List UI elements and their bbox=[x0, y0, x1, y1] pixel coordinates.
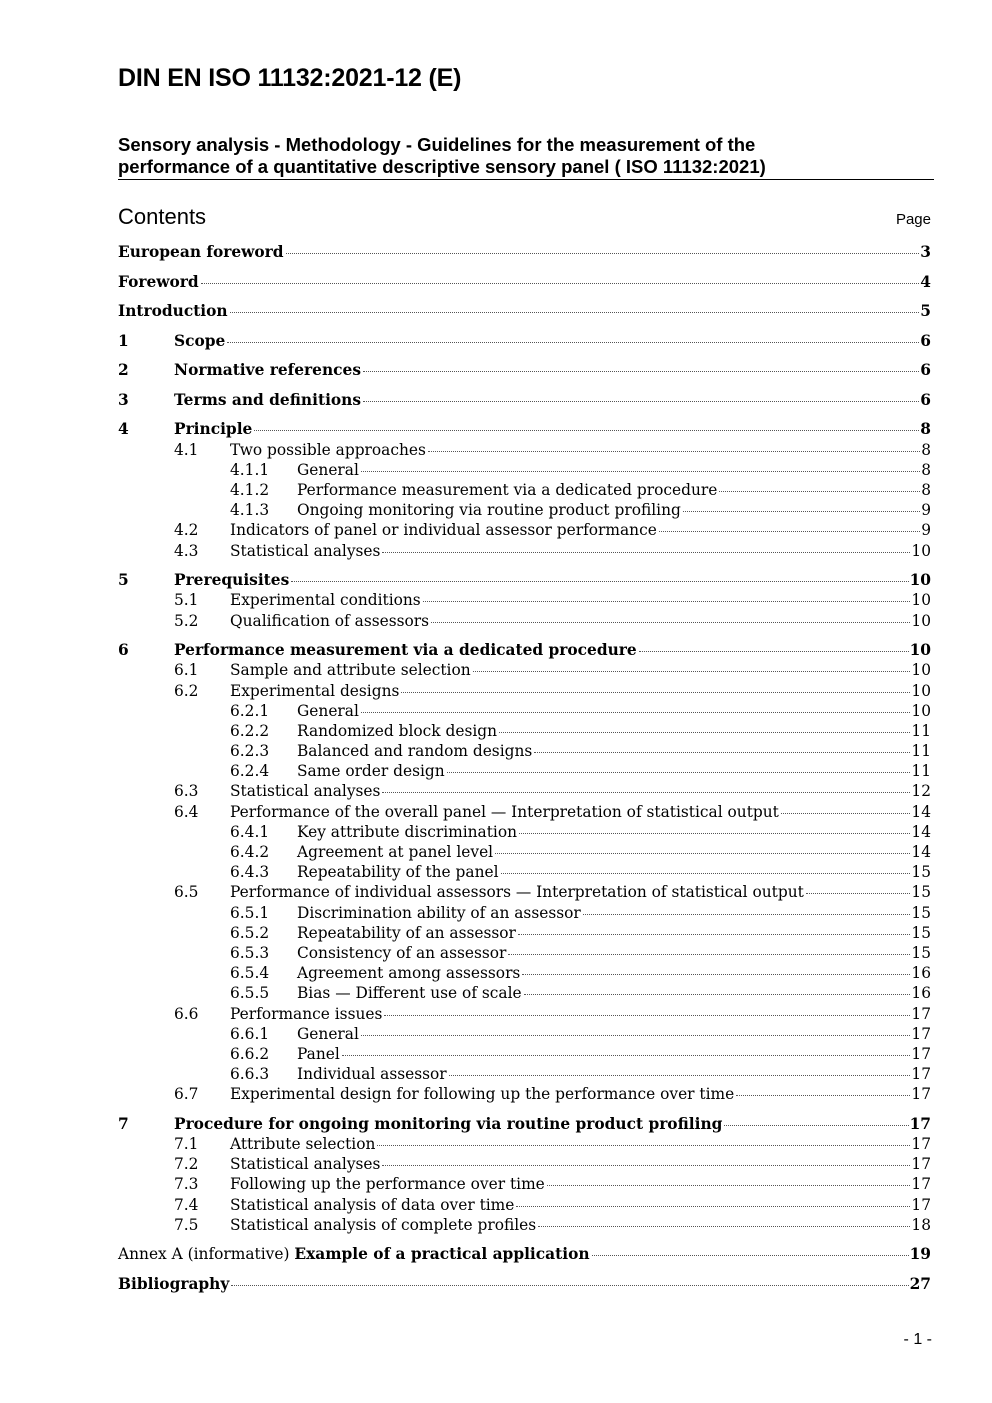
toc-entry-leader-line bbox=[230, 681, 931, 701]
toc-entry-leader-line bbox=[230, 1174, 931, 1194]
toc-entry-title: Introduction bbox=[118, 302, 228, 321]
toc-entry-leader-line bbox=[230, 1084, 931, 1104]
toc-entry-title: Performance measurement via a dedicated procedure bbox=[297, 481, 718, 500]
toc-entry-page-number: 15 bbox=[911, 923, 931, 942]
toc-dot-leader bbox=[583, 913, 911, 915]
toc-entry-leader-line bbox=[230, 882, 931, 902]
toc-entry[interactable] bbox=[118, 541, 931, 561]
toc-entry[interactable] bbox=[118, 1274, 931, 1294]
toc-dot-leader bbox=[428, 450, 920, 452]
toc-dot-leader bbox=[231, 1284, 908, 1286]
toc-dot-leader bbox=[724, 1124, 908, 1126]
toc-entry-title: Indicators of panel or individual assessor performance bbox=[230, 521, 657, 540]
toc-dot-leader bbox=[639, 650, 909, 652]
toc-dot-leader bbox=[719, 490, 920, 492]
toc-entry-number: 4.2 bbox=[174, 521, 199, 540]
toc-entry-number: 4.1.1 bbox=[230, 460, 270, 479]
toc-entry-title: Experimental design for following up the performance over time bbox=[230, 1085, 735, 1104]
toc-dot-leader bbox=[495, 852, 910, 854]
toc-entry-title: Performance issues bbox=[230, 1004, 383, 1023]
toc-entry-page-number: 17 bbox=[911, 1044, 931, 1063]
toc-entry-title: Principle bbox=[174, 420, 253, 439]
toc-entry-title: Normative references bbox=[174, 361, 361, 380]
toc-entry-leader-line bbox=[118, 272, 931, 292]
toc-entry[interactable] bbox=[118, 721, 931, 741]
toc-entry-page-number: 11 bbox=[911, 762, 931, 781]
toc-dot-leader bbox=[227, 341, 919, 343]
toc-entry-number: 6.4.1 bbox=[230, 822, 270, 841]
toc-entry-title: Qualification of assessors bbox=[230, 611, 430, 630]
toc-entry-leader-line bbox=[297, 822, 931, 842]
toc-entry-title: Panel bbox=[297, 1044, 340, 1063]
toc-entry[interactable] bbox=[118, 1044, 931, 1064]
toc-entry-number: 5.1 bbox=[174, 591, 199, 610]
toc-entry-page-number: 17 bbox=[911, 1024, 931, 1043]
toc-entry[interactable] bbox=[118, 272, 931, 292]
toc-dot-leader bbox=[806, 892, 911, 894]
toc-dot-leader bbox=[473, 670, 911, 672]
toc-entry-leader-line bbox=[230, 781, 931, 801]
toc-entry[interactable] bbox=[118, 301, 931, 321]
toc-entry-number: 6.1 bbox=[174, 661, 199, 680]
toc-entry-title: Foreword bbox=[118, 272, 199, 291]
toc-entry-page-number: 11 bbox=[911, 721, 931, 740]
toc-dot-leader bbox=[342, 1054, 911, 1056]
toc-entry[interactable] bbox=[118, 1154, 931, 1174]
toc-entry-leader-line bbox=[297, 480, 931, 500]
toc-entry-number: 6.5.3 bbox=[230, 943, 270, 962]
toc-entry-title: Sample and attribute selection bbox=[230, 661, 471, 680]
toc-entry[interactable] bbox=[118, 570, 931, 590]
toc-entry-title: General bbox=[297, 701, 359, 720]
toc-entry[interactable] bbox=[118, 761, 931, 781]
toc-entry-leader-line bbox=[297, 862, 931, 882]
toc-dot-leader bbox=[382, 791, 910, 793]
toc-entry-title: Individual assessor bbox=[297, 1065, 447, 1084]
toc-entry-title: Performance of individual assessors — Interpretation of statistical output bbox=[230, 883, 804, 902]
toc-entry-page-number: 8 bbox=[921, 440, 931, 459]
toc-dot-leader bbox=[592, 1254, 909, 1256]
toc-dot-leader bbox=[401, 691, 910, 693]
toc-entry-title: Consistency of an assessor bbox=[297, 943, 507, 962]
toc-entry-page-number: 3 bbox=[920, 243, 931, 261]
toc-dot-leader bbox=[361, 470, 920, 472]
toc-entry-page-number: 12 bbox=[911, 782, 931, 801]
toc-entry-leader-line bbox=[297, 963, 931, 983]
toc-dot-leader bbox=[361, 711, 911, 713]
toc-entry-leader-line bbox=[230, 802, 931, 822]
toc-entry[interactable] bbox=[118, 1174, 931, 1194]
toc-entry-page-number: 10 bbox=[911, 591, 931, 610]
toc-dot-leader bbox=[659, 530, 920, 532]
toc-entry-title: Bias — Different use of scale bbox=[297, 984, 522, 1003]
toc-entry[interactable] bbox=[118, 590, 931, 610]
toc-entry-leader-line bbox=[297, 500, 931, 520]
toc-entry[interactable] bbox=[118, 741, 931, 761]
contents-heading: Contents bbox=[118, 204, 207, 229]
toc-entry-page-number: 10 bbox=[911, 681, 931, 700]
toc-dot-leader bbox=[382, 1164, 910, 1166]
toc-entry-number: 6.2.1 bbox=[230, 701, 270, 720]
toc-dot-leader bbox=[286, 252, 920, 254]
toc-entry-title: Ongoing monitoring via routine product profiling bbox=[297, 501, 681, 520]
toc-entry-leader-line bbox=[174, 419, 931, 439]
toc-entry-leader-line bbox=[297, 701, 931, 721]
toc-entry-page-number: 15 bbox=[911, 863, 931, 882]
toc-entry-number: 4.1.2 bbox=[230, 481, 270, 500]
toc-dot-leader bbox=[524, 993, 911, 995]
toc-dot-leader bbox=[382, 551, 910, 553]
toc-entry-number: 6.6.1 bbox=[230, 1024, 270, 1043]
toc-entry-number: 6.2 bbox=[174, 681, 199, 700]
toc-entry-number: 6.2.4 bbox=[230, 762, 270, 781]
toc-dot-leader bbox=[518, 933, 910, 935]
toc-entry-title: Statistical analyses bbox=[230, 782, 381, 801]
toc-entry[interactable] bbox=[118, 802, 931, 822]
toc-entry-number: 6.4.3 bbox=[230, 863, 270, 882]
toc-entry-leader-line bbox=[297, 1024, 931, 1044]
toc-entry-page-number: 17 bbox=[911, 1085, 931, 1104]
toc-entry-title: Statistical analyses bbox=[230, 1155, 381, 1174]
toc-entry[interactable] bbox=[118, 1114, 931, 1134]
toc-entry-title: Repeatability of an assessor bbox=[297, 923, 516, 942]
toc-entry-page-number: 11 bbox=[911, 742, 931, 761]
toc-entry-page-number: 5 bbox=[920, 302, 931, 321]
toc-dot-leader bbox=[508, 953, 910, 955]
toc-dot-leader bbox=[449, 1074, 911, 1076]
toc-entry-page-number: 6 bbox=[920, 390, 931, 409]
toc-entry-title: Statistical analysis of data over time bbox=[230, 1195, 515, 1214]
toc-entry-title: General bbox=[297, 460, 359, 479]
toc-entry[interactable] bbox=[118, 1215, 931, 1235]
toc-entry-page-number: 17 bbox=[911, 1155, 931, 1174]
toc-entry-number: 7 bbox=[118, 1114, 129, 1133]
toc-entry-leader-line bbox=[174, 640, 931, 660]
toc-entry-page-number: 8 bbox=[920, 420, 931, 439]
toc-entry[interactable] bbox=[118, 701, 931, 721]
toc-entry-leader-line bbox=[230, 440, 931, 460]
toc-entry-number: 7.4 bbox=[174, 1195, 199, 1214]
toc-entry-page-number: 18 bbox=[911, 1215, 931, 1234]
toc-entry-leader-line bbox=[230, 541, 931, 561]
toc-entry-title: European foreword bbox=[118, 243, 284, 261]
toc-entry-page-number: 17 bbox=[911, 1195, 931, 1214]
toc-entry-page-number: 19 bbox=[909, 1245, 931, 1264]
toc-entry-title-prefix: Annex A (informative) bbox=[118, 1245, 295, 1264]
toc-entry-page-number: 10 bbox=[911, 661, 931, 680]
toc-entry-number: 4 bbox=[118, 420, 129, 439]
toc-entry-leader-line bbox=[118, 301, 931, 321]
toc-entry-number: 6.6.2 bbox=[230, 1044, 270, 1063]
toc-dot-leader bbox=[363, 370, 919, 372]
toc-entry-leader-line bbox=[297, 983, 931, 1003]
toc-entry-page-number: 9 bbox=[921, 521, 931, 540]
toc-entry-leader-line bbox=[174, 390, 931, 410]
toc-entry[interactable] bbox=[118, 500, 931, 520]
toc-dot-leader bbox=[519, 832, 910, 834]
toc-entry-leader-line bbox=[118, 242, 931, 262]
toc-dot-leader bbox=[431, 621, 910, 623]
toc-entry-number: 7.3 bbox=[174, 1175, 199, 1194]
toc-entry-title: Prerequisites bbox=[174, 571, 290, 590]
toc-entry[interactable] bbox=[118, 903, 931, 923]
toc-entry-number: 3 bbox=[118, 390, 129, 409]
toc-entry[interactable] bbox=[118, 1064, 931, 1084]
toc-entry-number: 5.2 bbox=[174, 611, 199, 630]
toc-entry-number: 6.5.2 bbox=[230, 923, 270, 942]
toc-entry-leader-line bbox=[230, 520, 931, 540]
toc-dot-leader bbox=[254, 429, 919, 431]
toc-entry-leader-line bbox=[230, 660, 931, 680]
toc-entry[interactable] bbox=[118, 1024, 931, 1044]
toc-entry[interactable] bbox=[118, 943, 931, 963]
toc-entry-page-number: 10 bbox=[909, 641, 931, 660]
toc-entry-number: 6.7 bbox=[174, 1085, 199, 1104]
toc-entry-leader-line bbox=[230, 1154, 931, 1174]
toc-dot-leader bbox=[547, 1184, 911, 1186]
toc-entry-title: Statistical analysis of complete profiles bbox=[230, 1215, 537, 1234]
toc-entry-number: 6.5.5 bbox=[230, 984, 270, 1003]
toc-dot-leader bbox=[516, 1205, 910, 1207]
toc-entry-leader-line bbox=[230, 611, 931, 631]
toc-dot-leader bbox=[447, 771, 911, 773]
toc-entry-number: 5 bbox=[118, 571, 129, 590]
document-title-line-2: performance of a quantitative descriptive sensory panel ( ISO 11132:2021) bbox=[118, 156, 766, 177]
toc-dot-leader bbox=[201, 282, 920, 284]
toc-entry-leader-line bbox=[297, 923, 931, 943]
toc-entry[interactable] bbox=[118, 419, 931, 439]
toc-entry-page-number: 8 bbox=[921, 481, 931, 500]
toc-entry[interactable] bbox=[118, 963, 931, 983]
toc-entry-title: Randomized block design bbox=[297, 721, 498, 740]
toc-entry[interactable] bbox=[118, 1004, 931, 1024]
toc-entry-number: 6.5.4 bbox=[230, 964, 270, 983]
toc-entry-title: Two possible approaches bbox=[230, 440, 426, 459]
toc-entry-leader-line bbox=[230, 1215, 931, 1235]
toc-dot-leader bbox=[534, 751, 910, 753]
toc-entry-leader-line bbox=[230, 1195, 931, 1215]
toc-entry[interactable] bbox=[118, 983, 931, 1003]
toc-entry-number: 7.2 bbox=[174, 1155, 199, 1174]
toc-entry-title: Procedure for ongoing monitoring via routine product profiling bbox=[174, 1114, 723, 1133]
toc-entry-page-number: 17 bbox=[911, 1175, 931, 1194]
toc-entry-leader-line bbox=[174, 570, 931, 590]
toc-entry-title: Performance measurement via a dedicated procedure bbox=[174, 641, 637, 660]
toc-entry-page-number: 16 bbox=[911, 984, 931, 1003]
document-id: DIN EN ISO 11132:2021-12 (E) bbox=[118, 64, 462, 92]
toc-entry-leader-line bbox=[297, 761, 931, 781]
toc-entry-title-text: Example of a practical application bbox=[294, 1245, 590, 1264]
toc-entry[interactable] bbox=[118, 781, 931, 801]
toc-entry-title: General bbox=[297, 1024, 359, 1043]
toc-entry-page-number: 10 bbox=[911, 541, 931, 560]
toc-entry-title: Balanced and random designs bbox=[297, 742, 533, 761]
toc-entry-page-number: 17 bbox=[909, 1114, 931, 1133]
toc-entry-page-number: 16 bbox=[911, 964, 931, 983]
toc-entry-number: 6.4.2 bbox=[230, 843, 270, 861]
page-column-heading: Page bbox=[895, 211, 931, 228]
toc-entry-page-number: 15 bbox=[911, 943, 931, 962]
toc-entry-leader-line bbox=[174, 360, 931, 380]
toc-entry[interactable] bbox=[118, 1084, 931, 1104]
toc-entry[interactable] bbox=[118, 640, 931, 660]
toc-entry-title: Following up the performance over time bbox=[230, 1175, 545, 1194]
toc-entry[interactable] bbox=[118, 611, 931, 631]
toc-entry-title: Scope bbox=[174, 331, 226, 350]
toc-entry-leader-line bbox=[297, 903, 931, 923]
toc-entry[interactable] bbox=[118, 862, 931, 882]
toc-entry-page-number: 15 bbox=[911, 883, 931, 902]
toc-entry-page-number: 10 bbox=[909, 571, 931, 590]
toc-entry-number: 6.6.3 bbox=[230, 1065, 270, 1084]
document-title-line-1: Sensory analysis - Methodology - Guidelines for the measurement of the bbox=[118, 134, 756, 155]
toc-entry[interactable] bbox=[118, 660, 931, 680]
toc-entry-number: 6.2.3 bbox=[230, 742, 270, 761]
toc-entry[interactable] bbox=[118, 390, 931, 410]
toc-dot-leader bbox=[736, 1094, 910, 1096]
toc-entry-title: Agreement at panel level bbox=[297, 843, 494, 861]
toc-entry[interactable] bbox=[118, 1195, 931, 1215]
toc-entry-number: 2 bbox=[118, 361, 129, 380]
toc-entry-leader-line bbox=[118, 1244, 931, 1264]
toc-entry[interactable] bbox=[118, 1244, 931, 1264]
page-number-footer: - 1 - bbox=[903, 1331, 932, 1348]
toc-entry-title: Terms and definitions bbox=[174, 390, 362, 409]
toc-entry-leader-line bbox=[297, 741, 931, 761]
table-of-contents bbox=[118, 242, 931, 1294]
toc-entry-page-number: 17 bbox=[911, 1135, 931, 1154]
toc-entry-title: Statistical analyses bbox=[230, 541, 381, 560]
toc-entry-leader-line bbox=[297, 943, 931, 963]
toc-entry-leader-line bbox=[174, 331, 931, 351]
toc-entry[interactable] bbox=[118, 480, 931, 500]
toc-entry-leader-line bbox=[174, 1114, 931, 1134]
toc-dot-leader bbox=[230, 311, 920, 313]
toc-entry-title: Bibliography bbox=[118, 1274, 230, 1293]
toc-entry-title: Experimental conditions bbox=[230, 591, 421, 610]
toc-dot-leader bbox=[377, 1144, 910, 1146]
toc-entry[interactable] bbox=[118, 460, 931, 480]
toc-entry[interactable] bbox=[118, 681, 931, 701]
toc-entry[interactable] bbox=[118, 440, 931, 460]
toc-entry-leader-line bbox=[297, 460, 931, 480]
toc-entry-page-number: 9 bbox=[921, 501, 931, 520]
toc-entry-number: 6.5 bbox=[174, 883, 199, 902]
toc-entry-page-number: 6 bbox=[920, 331, 931, 350]
toc-entry-leader-line bbox=[297, 721, 931, 741]
toc-entry[interactable] bbox=[118, 360, 931, 380]
toc-entry-page-number: 6 bbox=[920, 361, 931, 380]
toc-entry-number: 1 bbox=[118, 331, 129, 350]
toc-entry-page-number: 14 bbox=[911, 843, 931, 861]
toc-dot-leader bbox=[522, 973, 910, 975]
toc-dot-leader bbox=[291, 580, 908, 582]
toc-entry[interactable] bbox=[118, 882, 931, 902]
toc-entry[interactable] bbox=[118, 822, 931, 842]
toc-entry-leader-line bbox=[118, 1274, 931, 1294]
toc-entry-page-number: 4 bbox=[920, 272, 931, 291]
toc-dot-leader bbox=[363, 400, 919, 402]
toc-entry-number: 6.2.2 bbox=[230, 721, 270, 740]
toc-entry-title: Key attribute discrimination bbox=[297, 822, 518, 841]
toc-entry-leader-line bbox=[230, 1004, 931, 1024]
toc-entry-title: Agreement among assessors bbox=[297, 964, 521, 983]
toc-entry-leader-line bbox=[230, 590, 931, 610]
toc-dot-leader bbox=[538, 1225, 910, 1227]
toc-entry-number: 6.6 bbox=[174, 1004, 199, 1023]
toc-entry-leader-line bbox=[230, 1134, 931, 1154]
toc-dot-leader bbox=[361, 1034, 911, 1036]
toc-entry-number: 4.1 bbox=[174, 440, 199, 459]
toc-entry-page-number: 10 bbox=[911, 701, 931, 720]
toc-entry[interactable] bbox=[118, 331, 931, 351]
toc-entry-page-number: 15 bbox=[911, 903, 931, 922]
toc-entry[interactable] bbox=[118, 1134, 931, 1154]
toc-entry[interactable] bbox=[118, 842, 931, 862]
toc-entry-page-number: 8 bbox=[921, 460, 931, 479]
toc-entry-page-number: 14 bbox=[911, 802, 931, 821]
toc-entry[interactable] bbox=[118, 242, 931, 262]
toc-entry-number: 4.1.3 bbox=[230, 501, 270, 520]
toc-entry-page-number: 17 bbox=[911, 1065, 931, 1084]
toc-dot-leader bbox=[499, 731, 910, 733]
toc-entry-leader-line bbox=[297, 1064, 931, 1084]
toc-entry-title: Performance of the overall panel — Interpretation of statistical output bbox=[230, 802, 779, 821]
toc-entry-title: Same order design bbox=[297, 762, 445, 781]
toc-entry[interactable] bbox=[118, 520, 931, 540]
toc-entry-title bbox=[118, 1244, 590, 1264]
toc-entry-title: Experimental designs bbox=[230, 681, 400, 700]
toc-dot-leader bbox=[683, 510, 920, 512]
toc-entry-number: 6.3 bbox=[174, 782, 199, 801]
toc-entry-title: Discrimination ability of an assessor bbox=[297, 903, 581, 922]
toc-entry-number: 6 bbox=[118, 641, 129, 660]
toc-entry[interactable] bbox=[118, 923, 931, 943]
toc-entry-number: 6.5.1 bbox=[230, 903, 270, 922]
document-title bbox=[118, 134, 934, 180]
toc-entry-number: 7.5 bbox=[174, 1215, 199, 1234]
toc-dot-leader bbox=[384, 1014, 910, 1016]
toc-entry-page-number: 10 bbox=[911, 611, 931, 630]
toc-entry-title: Attribute selection bbox=[230, 1135, 376, 1154]
toc-entry-number: 6.4 bbox=[174, 802, 199, 821]
toc-dot-leader bbox=[501, 872, 911, 874]
toc-entry-page-number: 14 bbox=[911, 822, 931, 841]
toc-entry-page-number: 27 bbox=[909, 1274, 931, 1293]
toc-dot-leader bbox=[781, 812, 911, 814]
toc-dot-leader bbox=[423, 600, 911, 602]
toc-entry-page-number: 17 bbox=[911, 1004, 931, 1023]
toc-entry-leader-line bbox=[297, 842, 931, 862]
toc-entry-title: Repeatability of the panel bbox=[297, 863, 499, 882]
toc-entry-number: 7.1 bbox=[174, 1135, 199, 1154]
toc-entry-leader-line bbox=[297, 1044, 931, 1064]
toc-entry-number: 4.3 bbox=[174, 541, 199, 560]
